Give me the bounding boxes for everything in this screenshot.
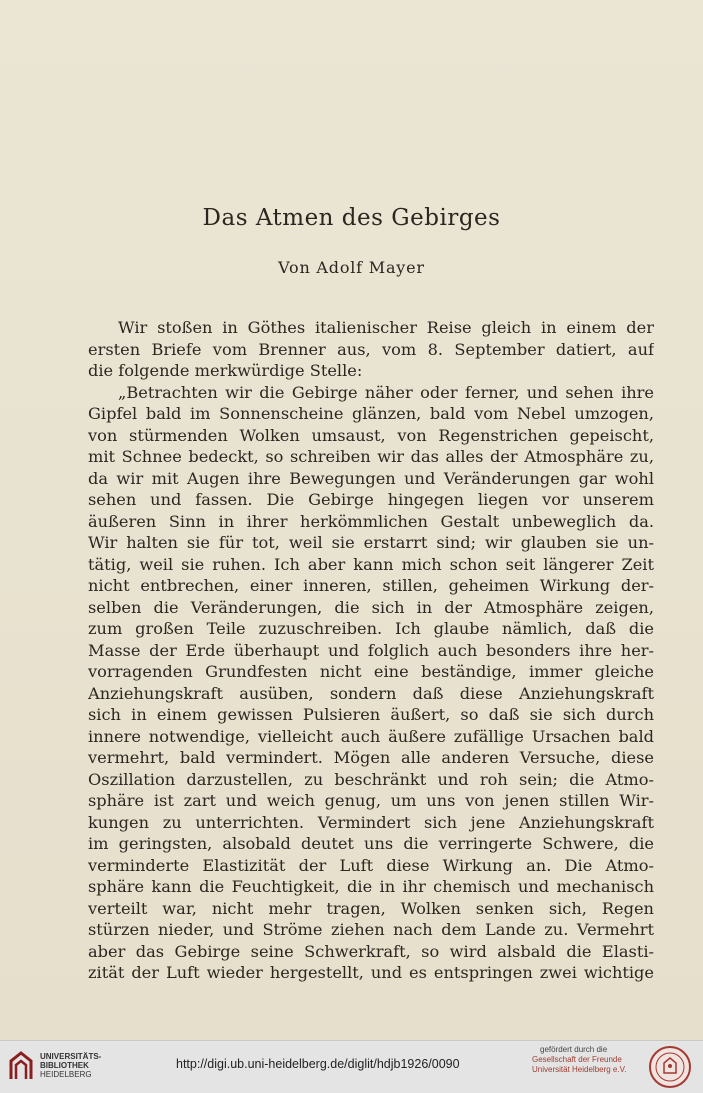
- sponsor-line: Gesellschaft der Freunde: [532, 1055, 622, 1064]
- sponsor-credit: [532, 1045, 626, 1075]
- text-line: Wir halten sie für tot, weil sie erstarrt sind; wir glauben sie un-: [88, 533, 654, 552]
- sponsor-line: gefördert durch die: [540, 1045, 608, 1054]
- text-line: äußeren Sinn in ihrer herkömmlichen Gestalt unbeweglich da.: [88, 511, 654, 531]
- sponsor-line: Universität Heidelberg e.V.: [532, 1065, 627, 1074]
- text-line: „Betrachten wir die Gebirge näher oder ferner, und sehen ihre: [118, 382, 654, 402]
- text-line: selben die Veränderungen, die sich in der Atmosphäre zeigen,: [88, 597, 654, 617]
- text-line: mit Schnee bedeckt, so schreiben wir das alles der Atmosphäre zu,: [88, 447, 654, 466]
- text-line: nicht entbrechen, einer inneren, stillen, geheimen Wirkung der-: [88, 576, 654, 595]
- text-line: die folgende merkwürdige Stelle:: [88, 361, 363, 380]
- text-line: Anziehungskraft ausüben, sondern daß diese Anziehungskraft: [88, 683, 654, 703]
- text-line: vorragenden Grundfesten nicht eine beständige, immer gleiche: [88, 662, 654, 681]
- text-line: da wir mit Augen ihre Bewegungen und Veränderungen gar wohl: [88, 468, 654, 488]
- text-line: zum großen Teile zuzuschreiben. Ich glaube nämlich, daß die: [88, 619, 654, 638]
- text-line: Wir stoßen in Göthes italienischer Reise gleich in einem der: [118, 318, 654, 337]
- text-line: stürzen nieder, und Ströme ziehen nach dem Lande zu. Vermehrt: [88, 920, 654, 939]
- library-name-line: HEIDELBERG: [40, 1070, 92, 1079]
- article-title: Das Atmen des Gebirges: [202, 205, 501, 231]
- text-line: sphäre ist zart und weich genug, um uns von jenen stillen Wir-: [88, 791, 654, 810]
- text-line: Masse der Erde überhaupt und folglich auch besonders ihre her-: [88, 640, 654, 660]
- library-name: [40, 1052, 101, 1079]
- text-line: innere notwendige, vielleicht auch äußere zufällige Ursachen bald: [88, 726, 654, 746]
- text-line: Oszillation darzustellen, zu beschränkt und roh sein; die Atmo-: [88, 769, 654, 789]
- permalink-url[interactable]: http://digi.ub.uni-heidelberg.de/diglit/hdjb1926/0090: [176, 1057, 460, 1071]
- text-line: zität der Luft wieder hergestellt, und es entspringen zwei wichtige: [88, 963, 654, 982]
- text-line: Gipfel bald im Sonnenscheine glänzen, bald vom Nebel umzogen,: [88, 404, 654, 423]
- text-line: sich in einem gewissen Pulsieren äußert, so daß sie sich durch: [88, 705, 654, 724]
- text-line: sehen und fassen. Die Gebirge hingegen liegen vor unserem: [88, 490, 654, 509]
- text-line: ersten Briefe vom Brenner aus, vom 8. September datiert, auf: [88, 339, 654, 359]
- digitization-footer: [0, 1040, 703, 1093]
- library-name-line: BIBLIOTHEK: [40, 1061, 89, 1070]
- text-line: vermehrt, bald vermindert. Mögen alle anderen Versuche, diese: [88, 748, 654, 767]
- text-line: sphäre kann die Feuchtigkeit, die in ihr chemisch und mechanisch: [88, 877, 654, 896]
- university-seal-icon: [648, 1045, 692, 1089]
- library-name-line: UNIVERSITÄTS-: [40, 1052, 102, 1061]
- text-line: verteilt war, nicht mehr tragen, Wolken senken sich, Regen: [88, 898, 654, 918]
- text-line: von stürmenden Wolken umsaust, von Regenstrichen gepeischt,: [88, 425, 654, 445]
- article-author: Von Adolf Mayer: [278, 258, 425, 277]
- text-line: im geringsten, alsobald deutet uns die verringerte Schwere, die: [88, 834, 654, 853]
- text-line: aber das Gebirge seine Schwerkraft, so wird alsbald die Elasti-: [88, 941, 654, 961]
- article-body: [88, 317, 654, 984]
- university-library-logo-icon: [8, 1049, 34, 1083]
- text-line: verminderte Elastizität der Luft diese Wirkung an. Die Atmo-: [88, 855, 654, 875]
- text-line: tätig, weil sie ruhen. Ich aber kann mich schon seit längerer Zeit: [88, 554, 654, 574]
- text-line: kungen zu unterrichten. Vermindert sich jene Anziehungskraft: [88, 812, 654, 832]
